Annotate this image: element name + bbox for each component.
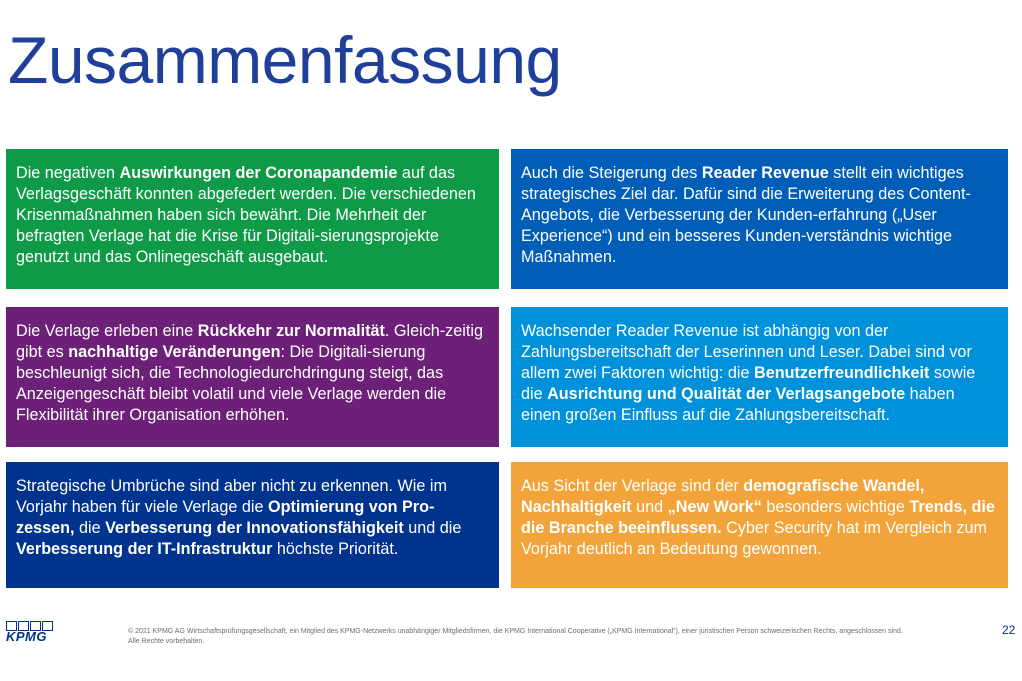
body-text: Strategische Umbrüche sind aber nicht zu erkennen. Wie im Vorjahr haben für viele Verlage die <box>16 477 447 516</box>
logo-wordmark: KPMG <box>6 629 47 644</box>
summary-box-normalitaet <box>6 307 499 447</box>
body-text: die <box>74 519 106 537</box>
body-text: . Gleich-zeitig gibt es <box>16 322 483 361</box>
body-text: Die negativen <box>16 164 120 182</box>
summary-box-zahlungsbereitschaft <box>511 307 1008 447</box>
highlight-text: Reader Revenue <box>701 164 829 182</box>
page-number: 22 <box>1002 623 1016 637</box>
body-text: haben einen großen Einfluss auf die Zahlungsbereitschaft. <box>521 385 955 424</box>
summary-box-trends <box>511 462 1008 588</box>
body-text: und <box>631 498 668 516</box>
highlight-text: Rückkehr zur Normalität <box>197 322 385 340</box>
highlight-text: Optimierung von Pro-zessen, <box>16 498 435 537</box>
highlight-text: Verbesserung der Innovationsfähigkeit <box>105 519 404 537</box>
highlight-text: Ausrichtung und Qualität der Verlagsangebote <box>547 385 906 403</box>
page-title: Zusammenfassung <box>8 23 562 97</box>
summary-box-strategische-umbrueche <box>6 462 499 588</box>
summary-box-reader-revenue <box>511 149 1008 289</box>
body-text: besonders wichtige <box>761 498 910 516</box>
highlight-text: nachhaltige Veränderungen <box>68 343 281 361</box>
highlight-text: Auswirkungen der Coronapandemie <box>119 164 398 182</box>
body-text: Auch die Steigerung des <box>521 164 702 182</box>
highlight-text: Verbesserung der IT-Infrastruktur <box>16 540 273 558</box>
highlight-text: Benutzerfreundlichkeit <box>754 364 930 382</box>
body-text: : Die Digitali-sierung beschleunigt sich, die Technologiedurchdringung steigt, das Anzeigengeschäft bleibt volatil und viele Verlage werden die Flexibilität ihrer Organisation erhöhen. <box>16 343 447 424</box>
body-text: sowie die <box>521 364 976 403</box>
kpmg-logo <box>6 621 58 647</box>
highlight-text: demografische Wandel, Nachhaltigkeit <box>521 477 925 516</box>
body-text: und die <box>403 519 462 537</box>
body-text: auf das Verlagsgeschäft konnten abgefedert werden. Die verschiedenen Krisenmaßnahmen haben sich bewährt. Die Mehrheit der befragten Verlage hat die Krise für Digitali-sierungsprojekte genutzt und das Onlinegeschäft ausgebaut. <box>16 164 476 266</box>
highlight-text: Trends, die die Branche beeinflussen. <box>521 498 995 537</box>
summary-box-coronapandemie <box>6 149 499 289</box>
copyright-footer: © 2021 KPMG AG Wirtschaftsprüfungsgesellschaft, ein Mitglied des KPMG-Netzwerks unabhängiger Mitgliedsfirmen, die KPMG International Cooperative („KPMG International“), einer juristischen Person schweizerischen Rechts, angeschlossen sind. Alle Rechte vorbehalten. <box>128 628 903 645</box>
body-text: stellt ein wichtiges strategisches Ziel dar. Dafür sind die Erweiterung des Content-Angebots, die Verbesserung der Kunden-erfahrung („User Experience“) und ein besseres Kunden-verständnis wichtige Maßnahmen. <box>521 164 971 266</box>
body-text: Aus Sicht der Verlage sind der <box>521 477 744 495</box>
body-text: Cyber Security hat im Vergleich zum Vorjahr deutlich an Bedeutung gewonnen. <box>521 519 988 558</box>
body-text: Wachsender Reader Revenue ist abhängig von der Zahlungsbereitschaft der Leserinnen und Leser. Dabei sind vor allem zwei Faktoren wichtig: die <box>521 322 972 382</box>
body-text: höchste Priorität. <box>272 540 399 558</box>
highlight-text: „New Work“ <box>667 498 762 516</box>
body-text: Die Verlage erleben eine <box>16 322 198 340</box>
